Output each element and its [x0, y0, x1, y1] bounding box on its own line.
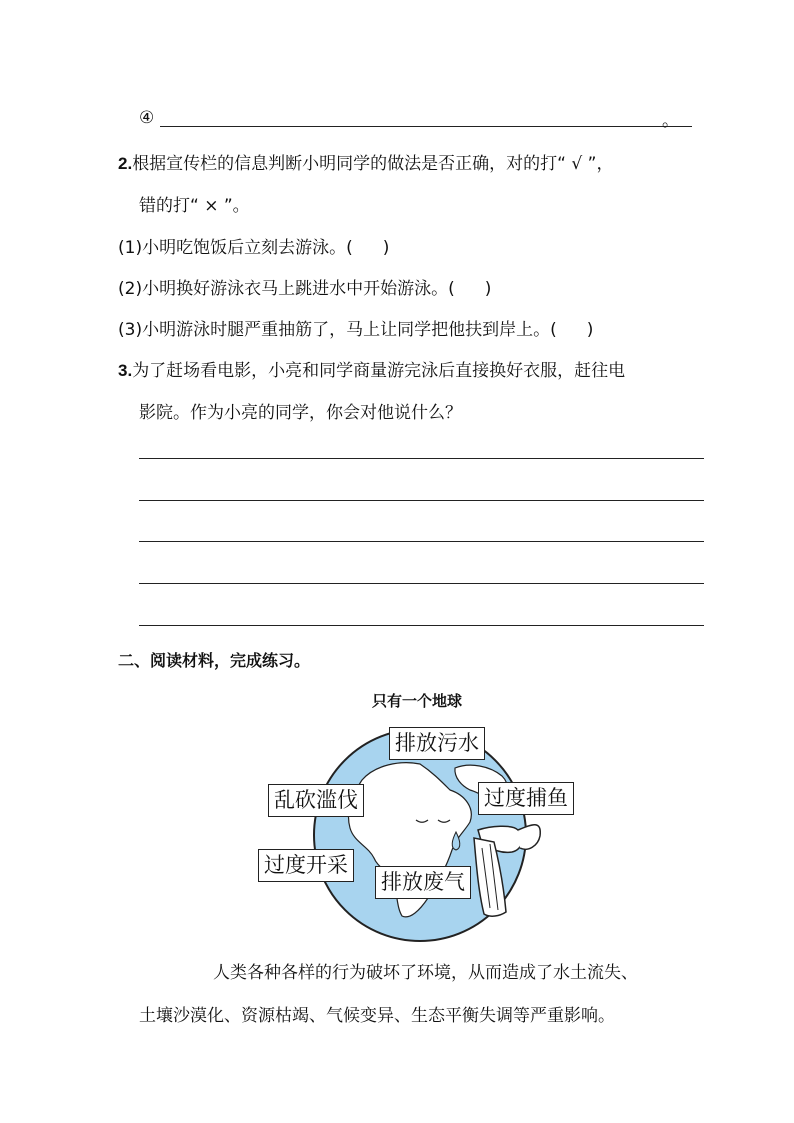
item-number: (2) — [118, 279, 143, 299]
question-2-number: 2. — [118, 154, 133, 173]
item-4-answer-line[interactable] — [160, 126, 692, 127]
question-2-line-1 — [118, 149, 613, 174]
item-4 — [139, 108, 154, 128]
item-text: 小明游泳时腿严重抽筋了，马上让同学把他扶到岸上。( — [142, 320, 557, 340]
item-close: ) — [484, 279, 492, 299]
question-2-line-2: 错的打“ × ”。 — [139, 196, 250, 216]
answer-line[interactable] — [139, 500, 704, 501]
question-3-number: 3. — [118, 361, 133, 380]
item-text: 小明换好游泳衣马上跳进水中开始游泳。( — [142, 279, 455, 299]
label-overmining: 过度开采 — [258, 849, 354, 882]
label-overfishing: 过度捕鱼 — [478, 782, 574, 815]
passage-line-1: 人类各种各样的行为破坏了环境，从而造成了水土流失、 — [213, 963, 638, 983]
arm-icon — [518, 825, 540, 850]
answer-line[interactable] — [139, 625, 704, 626]
item-close: ) — [586, 320, 594, 340]
answer-line[interactable] — [139, 541, 704, 542]
figure-title: 只有一个地球 — [371, 692, 462, 710]
label-discharge-sewage: 排放污水 — [389, 727, 485, 760]
answer-line[interactable] — [139, 583, 704, 584]
section-2-title: 二、阅读材料，完成练习。 — [118, 651, 311, 670]
answer-line[interactable] — [139, 458, 704, 459]
item-number: (1) — [118, 238, 143, 258]
passage-line-2: 土壤沙漠化、资源枯竭、气候变异、生态平衡失调等严重影响。 — [139, 1006, 615, 1026]
question-2-item-1 — [118, 233, 389, 258]
item-text: 小明吃饱饭后立刻去游泳。( — [142, 238, 353, 258]
question-2-text-1: 根据宣传栏的信息判断小明同学的做法是否正确，对的打“ √ ”， — [132, 154, 614, 174]
question-2-item-2 — [118, 274, 491, 299]
item-number: (3) — [118, 320, 143, 340]
label-exhaust-emission: 排放废气 — [375, 866, 471, 899]
question-3-line-1 — [118, 356, 625, 381]
item-4-marker: ④ — [139, 108, 155, 128]
item-4-end: 。 — [662, 111, 679, 131]
question-3-text-1: 为了赶场看电影，小亮和同学商量游完泳后直接换好衣服，赶往电 — [132, 361, 626, 381]
question-2-item-3 — [118, 315, 593, 340]
label-deforestation: 乱砍滥伐 — [268, 784, 364, 817]
question-3-line-2: 影院。作为小亮的同学，你会对他说什么？ — [139, 403, 462, 423]
item-close: ) — [382, 238, 390, 258]
